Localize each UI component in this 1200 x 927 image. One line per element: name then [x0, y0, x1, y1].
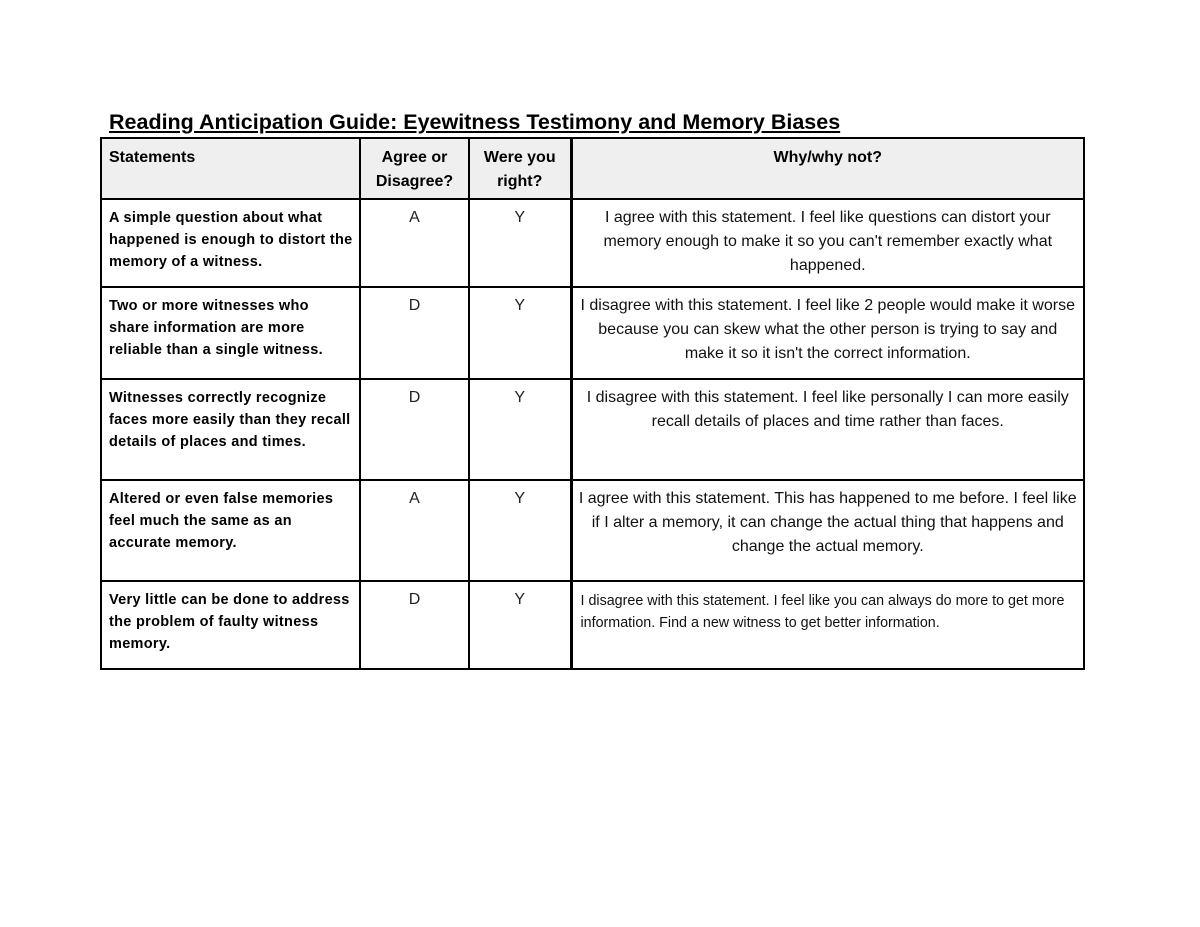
- header-right-line1: Were you: [483, 149, 556, 166]
- were-you-right-cell: Y: [469, 199, 571, 287]
- agree-disagree-cell: D: [360, 379, 469, 480]
- agree-disagree-cell: D: [360, 287, 469, 379]
- header-why-label: Why/why not?: [773, 149, 882, 166]
- table-row: [101, 581, 1084, 669]
- table-row: [101, 379, 1084, 480]
- agree-disagree-cell: D: [360, 581, 469, 669]
- header-agree-line1: Agree or: [381, 149, 448, 166]
- header-right-line2: right?: [497, 173, 543, 190]
- were-you-right-cell: Y: [469, 287, 571, 379]
- statement-cell: Very little can be done to address the problem of faulty witness memory.: [101, 581, 360, 669]
- why-cell: I disagree with this statement. I feel like you can always do more to get more information. Find a new witness to get better information.: [571, 581, 1084, 669]
- header-agree-disagree: [360, 138, 469, 199]
- table-row: [101, 480, 1084, 581]
- header-statements-label: Statements: [109, 149, 196, 166]
- were-you-right-cell: Y: [469, 480, 571, 581]
- statement-cell: Altered or even false memories feel much the same as an accurate memory.: [101, 480, 360, 581]
- why-cell: I disagree with this statement. I feel like 2 people would make it worse because you can skew what the other person is trying to say and make it so it isn't the correct information.: [571, 287, 1084, 379]
- statement-cell: Witnesses correctly recognize faces more easily than they recall details of places and times.: [101, 379, 360, 480]
- header-statements: [101, 138, 360, 199]
- were-you-right-cell: Y: [469, 581, 571, 669]
- statement-cell: Two or more witnesses who share information are more reliable than a single witness.: [101, 287, 360, 379]
- agree-disagree-cell: A: [360, 480, 469, 581]
- header-why: [571, 138, 1084, 199]
- anticipation-guide-table: [100, 137, 1085, 670]
- statement-cell: A simple question about what happened is enough to distort the memory of a witness.: [101, 199, 360, 287]
- table-row: [101, 287, 1084, 379]
- why-cell: I disagree with this statement. I feel like personally I can more easily recall details of places and time rather than faces.: [571, 379, 1084, 480]
- header-were-you-right: [469, 138, 571, 199]
- page-title: Reading Anticipation Guide: Eyewitness Testimony and Memory Biases: [109, 110, 841, 134]
- agree-disagree-cell: A: [360, 199, 469, 287]
- were-you-right-cell: Y: [469, 379, 571, 480]
- why-cell: I agree with this statement. This has happened to me before. I feel like if I alter a memory, it can change the actual thing that happens and change the actual memory.: [571, 480, 1084, 581]
- table-header-row: [101, 138, 1084, 199]
- why-cell: I agree with this statement. I feel like questions can distort your memory enough to make it so you can't remember exactly what happened.: [571, 199, 1084, 287]
- table-row: [101, 199, 1084, 287]
- header-agree-line2: Disagree?: [375, 173, 454, 190]
